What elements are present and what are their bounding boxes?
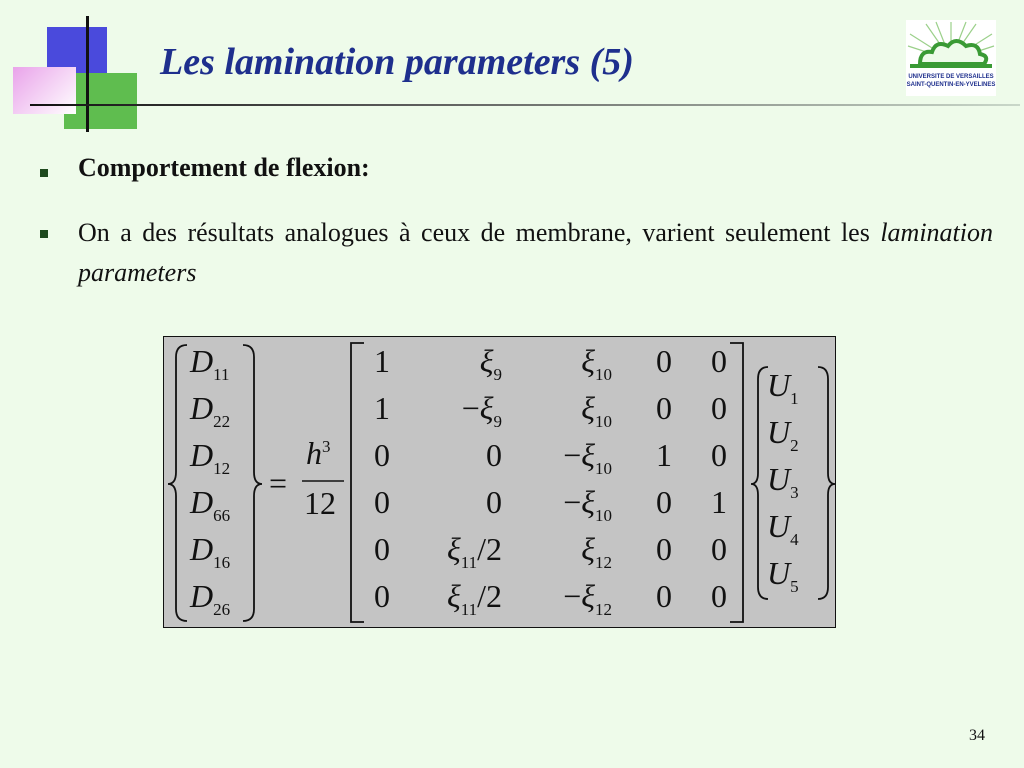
rhs-entry: $U_2$ <box>767 414 799 455</box>
bullet-marker <box>40 230 48 238</box>
university-logo <box>906 20 996 96</box>
lhs-entry: $D_{11}$ <box>190 343 230 384</box>
matrix-cell: 0 <box>711 437 727 473</box>
page-number: 34 <box>969 727 985 744</box>
bullet-heading: Comportement de flexion: <box>78 153 370 182</box>
matrix-cell: $\xi_9$ <box>479 343 502 384</box>
equals-sign: = <box>269 465 288 501</box>
bullet-marker <box>40 169 48 177</box>
logo-text-line2: SAINT-QUENTIN-EN-YVELINES <box>906 82 996 88</box>
matrix-cell: 0 <box>374 531 390 567</box>
lhs-entry: $D_{12}$ <box>190 437 231 478</box>
matrix-cell: $\xi_{11}/2$ <box>447 531 502 572</box>
matrix-cell: $-\xi_{10}$ <box>563 437 612 478</box>
rhs-entry: $U_4$ <box>767 508 799 549</box>
matrix-cell: 0 <box>486 484 502 520</box>
title-underline <box>30 104 1020 106</box>
lhs-entry: $D_{26}$ <box>190 578 231 619</box>
matrix-cell: 1 <box>711 484 727 520</box>
matrix-cell: 1 <box>656 437 672 473</box>
matrix-cell: $-\xi_9$ <box>461 390 502 431</box>
decor-vertical-line <box>86 16 89 132</box>
lhs-entry: $D_{22}$ <box>190 390 231 431</box>
matrix-cell: $\xi_{10}$ <box>581 343 612 384</box>
rhs-entry: $U_1$ <box>767 367 799 408</box>
matrix-cell: $\xi_{12}$ <box>581 531 612 572</box>
bullet-text: On a des résultats analogues à ceux de membrane, varient seulement les <box>78 218 881 247</box>
matrix-cell: 0 <box>656 390 672 426</box>
logo-text-line1: UNIVERSITE DE VERSAILLES <box>908 74 994 80</box>
matrix-cell: $\xi_{10}$ <box>581 390 612 431</box>
bullet-paragraph <box>78 213 993 293</box>
matrix-cell: 0 <box>711 531 727 567</box>
matrix-cell: 0 <box>656 484 672 520</box>
slide-title: Les lamination parameters (5) <box>160 41 634 83</box>
equation-box <box>163 336 836 628</box>
factor-denominator: 12 <box>304 485 336 521</box>
matrix-cell: $\xi_{11}/2$ <box>447 578 502 619</box>
decor-pink-square <box>13 67 76 114</box>
bullet-emphasis: lamination parameters <box>78 218 993 287</box>
matrix-cell: 0 <box>374 437 390 473</box>
matrix-cell: 0 <box>374 578 390 614</box>
matrix-cell: $-\xi_{12}$ <box>563 578 612 619</box>
lhs-entry: $D_{66}$ <box>190 484 231 525</box>
matrix-cell: 0 <box>656 578 672 614</box>
matrix-cell: $-\xi_{10}$ <box>563 484 612 525</box>
matrix-cell: 1 <box>374 343 390 379</box>
matrix-cell: 0 <box>656 343 672 379</box>
rhs-entry: $U_5$ <box>767 555 799 596</box>
matrix-cell: 0 <box>486 437 502 473</box>
matrix-cell: 0 <box>711 578 727 614</box>
factor-numerator: $h^3$ <box>306 435 331 471</box>
matrix-cell: 0 <box>656 531 672 567</box>
matrix-cell: 1 <box>374 390 390 426</box>
matrix-cell: 0 <box>711 390 727 426</box>
matrix-cell: 0 <box>374 484 390 520</box>
lhs-entry: $D_{16}$ <box>190 531 231 572</box>
rhs-entry: $U_3$ <box>767 461 799 502</box>
matrix-cell: 0 <box>711 343 727 379</box>
